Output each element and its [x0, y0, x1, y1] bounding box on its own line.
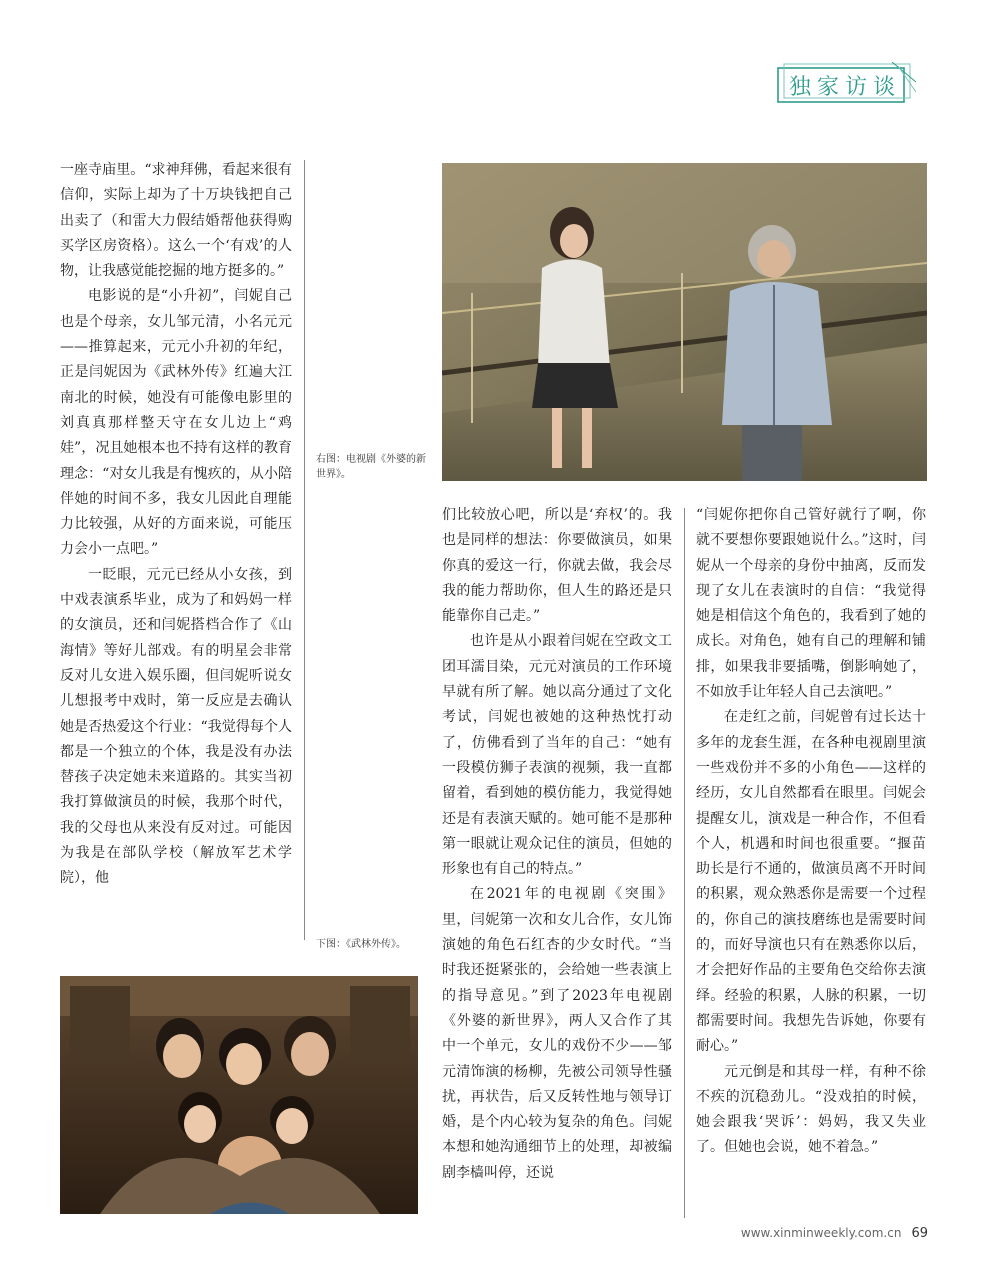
- page-number: 69: [911, 1226, 928, 1241]
- website-url: www.xinminweekly.com.cn: [740, 1226, 902, 1240]
- paragraph: 在走红之前，闫妮曾有过长达十多年的龙套生涯，在各种电视剧里演一些戏份并不多的小角色——这样的经历，女儿自然都看在眼里。闫妮会提醒女儿，演戏是一种合作，不但看个人，机遇和时间也很重要。“揠苗助长是行不通的，做演员离不开时间的积累，观众熟悉你是需要一个过程的，你自己的演技磨练也是需要时间的，而好导演也只有在熟悉你以后，才会把好作品的主要角色交给你去演绎。经验的积累，人脉的积累，一切都需要时间。我想先告诉她，你要有耐心。”: [696, 709, 926, 1055]
- column-divider: [684, 508, 685, 1218]
- paragraph: 电影说的是“小升初”，闫妮自己也是个母亲，女儿邹元清，小名元元——推算起来，元元小升初的年纪，正是闫妮因为《武林外传》红遍大江南北的时候，她没有可能像电影里的刘真真那样整天守在女儿边上“鸡娃”，况且她根本也不持有这样的教育理念：“对女儿我是有愧疚的，从小陪伴她的时间不多，我女儿因此自理能力比较强，从好的方面来说，可能压力会小一点吧。”: [60, 288, 292, 558]
- article-column-1: [60, 158, 292, 892]
- column-divider: [304, 160, 305, 940]
- caption-right: 右图：电视剧《外婆的新世界》。: [316, 454, 426, 480]
- paragraph: 元元倒是和其母一样，有种不徐不疾的沉稳劲儿。“没戏拍的时候，她会跟我‘哭诉’：妈妈，我又失业了。但她也会说，她不着急。”: [696, 1063, 926, 1156]
- caption-below: 下图：《武林外传》。: [316, 939, 406, 950]
- drama-still-photo: [442, 163, 927, 481]
- paragraph: “闫妮你把你自己管好就行了啊，你就不要想你要跟她说什么。”这时，闫妮从一个母亲的身份中抽离，反而发现了女儿在表演时的自信：“我觉得她是相信这个角色的，我看到了她的成长。对角色，她有自己的理解和铺排，如果我非要插嘴，倒影响她了，不如放手让年轻人自己去演吧。”: [696, 507, 926, 701]
- section-title: 独家访谈: [788, 74, 901, 100]
- article-column-2: [442, 503, 672, 1186]
- page-footer: [741, 1226, 928, 1241]
- paragraph: 一座寺庙里。“求神拜佛，看起来很有信仰，实际上却为了十万块钱把自己出卖了（和雷大力假结婚帮他获得购买学区房资格）。这么一个‘有戏’的人物，让我感觉能挖掘的地方挺多的。”: [60, 162, 292, 280]
- article-column-3: [696, 503, 926, 1161]
- cast-group-photo: [60, 976, 418, 1214]
- paragraph: 们比较放心吧，所以是‘弃权’的。我也是同样的想法：你要做演员，如果你真的爱这一行，你就去做，我会尽我的能力帮助你，但人生的路还是只能靠你自己走。”: [442, 507, 672, 625]
- section-badge: [774, 62, 916, 108]
- paragraph: 也许是从小跟着闫妮在空政文工团耳濡目染，元元对演员的工作环境早就有所了解。她以高分通过了文化考试，闫妮也被她的这种热忱打动了，仿佛看到了当年的自己：“她有一段模仿狮子表演的视频，我一直都留着，看到她的模仿能力，我觉得她还是有表演天赋的。她可能不是那种第一眼就让观众记住的演员，但她的形象也有自己的特点。”: [442, 633, 672, 878]
- paragraph: 在2021年的电视剧《突围》里，闫妮第一次和女儿合作，女儿饰演她的角色石红杏的少女时代。“当时我还挺紧张的，会给她一些表演上的指导意见。”到了2023年电视剧《外婆的新世界》，两人又合作了其中一个单元，女儿的戏份不少——邹元清饰演的杨柳，先被公司领导性骚扰，再状告，后又反转性地与领导订婚，是个内心较为复杂的角色。闫妮本想和她沟通细节上的处理，却被编剧李樯叫停，还说: [442, 886, 672, 1181]
- paragraph: 一眨眼，元元已经从小女孩，到中戏表演系毕业，成为了和妈妈一样的女演员，还和闫妮搭档合作了《山海情》等好儿部戏。有的明星会非常反对儿女进入娱乐圈，但闫妮听说女儿想报考中戏时，第一反应是去确认她是否热爱这个行业：“我觉得每个人都是一个独立的个体，我是没有办法替孩子决定她未来道路的。其实当初我打算做演员的时候，我那个时代，我的父母也从来没有反对过。可能因为我是在部队学校（解放军艺术学院），他: [60, 566, 292, 887]
